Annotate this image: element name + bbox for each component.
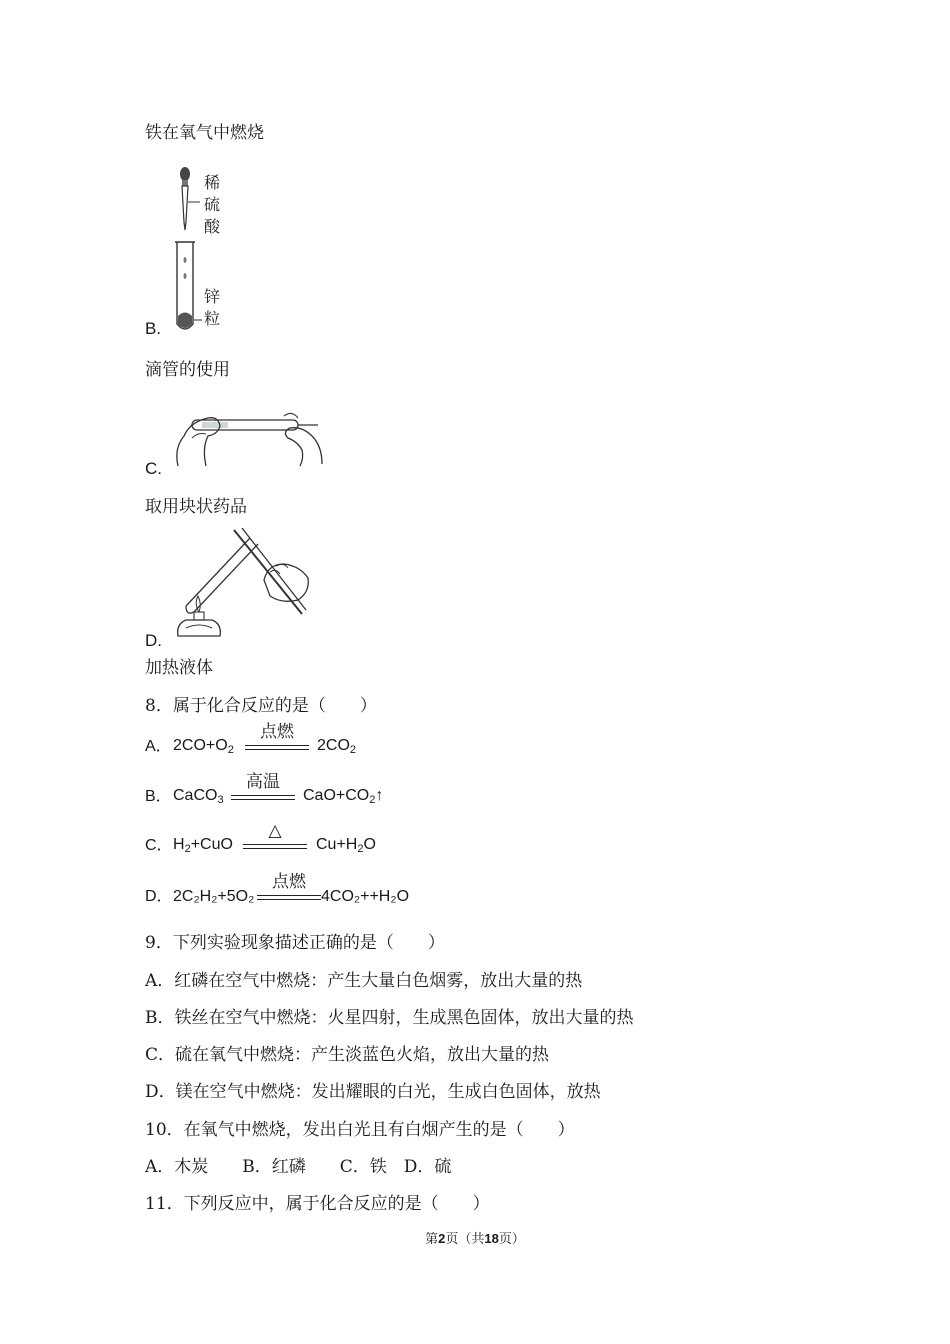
q9-option-b: B．铁丝在空气中燃烧：火星四射，生成黑色固体，放出大量的热 xyxy=(145,1008,634,1028)
right-hand xyxy=(285,428,322,466)
q8-option-d-letter: D． xyxy=(145,888,173,905)
heating-liquid-figure xyxy=(172,528,312,642)
q8-option-c xyxy=(145,823,425,859)
q9-option-a: A．红磷在空气中燃烧：产生大量白色烟雾，放出大量的热 xyxy=(145,971,583,991)
q8-option-c-letter: C． xyxy=(145,837,173,854)
q8-option-a-letter: A． xyxy=(145,738,172,755)
option-d-caption: 加热液体 xyxy=(145,658,213,678)
option-d-letter: D. xyxy=(145,631,162,650)
option-c-letter: C. xyxy=(145,459,162,478)
acid-label-1: 稀 xyxy=(204,173,221,192)
q8-option-b-equals-sign xyxy=(231,795,295,800)
q8-option-d-reactants: 2C₂H₂+5O₂ xyxy=(173,888,255,905)
option-b-letter: B. xyxy=(145,319,162,338)
q10-options: A．木炭 B．红磷 C．铁 D．硫 xyxy=(145,1157,452,1177)
question-9-stem: 9．下列实验现象描述正确的是（ ） xyxy=(145,933,445,953)
question-11-stem: 11．下列反应中，属于化合反应的是（ ） xyxy=(145,1194,490,1214)
dropper-tube xyxy=(182,186,188,230)
current-page-number: 2 xyxy=(438,1231,446,1246)
q9-option-d: D．镁在空气中燃烧：发出耀眼的白光，生成白色固体，放热 xyxy=(145,1082,601,1102)
q8-option-d-condition: 点燃 xyxy=(272,872,306,892)
q8-option-c-condition: △ xyxy=(268,821,282,841)
zinc-label-2: 粒 xyxy=(204,309,221,328)
question-8-stem: 8．属于化合反应的是（ ） xyxy=(145,696,377,716)
dropper-zinc-figure xyxy=(168,164,230,336)
total-page-count: 18 xyxy=(484,1231,499,1246)
q8-option-c-reactants: $H_2+CuO$ xyxy=(173,836,233,855)
alcohol-lamp xyxy=(178,620,221,636)
q8-option-d xyxy=(145,874,445,910)
option-b-caption: 滴管的使用 xyxy=(145,360,230,380)
zinc-granules xyxy=(178,313,192,329)
q8-option-a xyxy=(145,724,405,760)
q8-option-a-equals-sign xyxy=(245,745,309,750)
q8-option-b-letter: B． xyxy=(145,788,172,805)
zinc-label-1: 锌 xyxy=(204,287,221,306)
hands-test-tube-figure xyxy=(172,398,324,470)
tilted-test-tube xyxy=(186,538,250,606)
page-footer: 第2页（共18页） xyxy=(425,1231,525,1247)
option-a-caption: 铁在氧气中燃烧 xyxy=(145,123,264,143)
q8-option-d-equals-sign xyxy=(257,895,321,900)
q8-option-c-products: $Cu+H_2O$ xyxy=(316,836,376,855)
acid-label-2: 硫 xyxy=(204,195,221,214)
q8-option-d-products: 4CO₂++H₂O xyxy=(321,888,410,905)
question-10-stem: 10．在氧气中燃烧，发出白光且有白烟产生的是（ ） xyxy=(145,1120,575,1140)
q8-option-b xyxy=(145,774,425,810)
q8-option-a-condition: 点燃 xyxy=(260,722,294,742)
q8-option-c-equals-sign xyxy=(243,844,307,849)
q8-option-a-reactants: $2CO+O_2$ xyxy=(173,737,234,756)
q8-option-b-products: $CaO+CO_2↑$ xyxy=(303,787,384,806)
q9-option-c: C．硫在氧气中燃烧：产生淡蓝色火焰，放出大量的热 xyxy=(145,1045,550,1065)
dropper-bulb xyxy=(180,167,190,181)
q8-option-b-reactants: CaCO$_3$ xyxy=(173,787,224,806)
option-c-caption: 取用块状药品 xyxy=(145,497,247,517)
q8-option-a-products: $2CO_2$ xyxy=(317,737,357,756)
acid-label-3: 酸 xyxy=(204,217,221,236)
q8-option-b-condition: 高温 xyxy=(246,772,280,792)
